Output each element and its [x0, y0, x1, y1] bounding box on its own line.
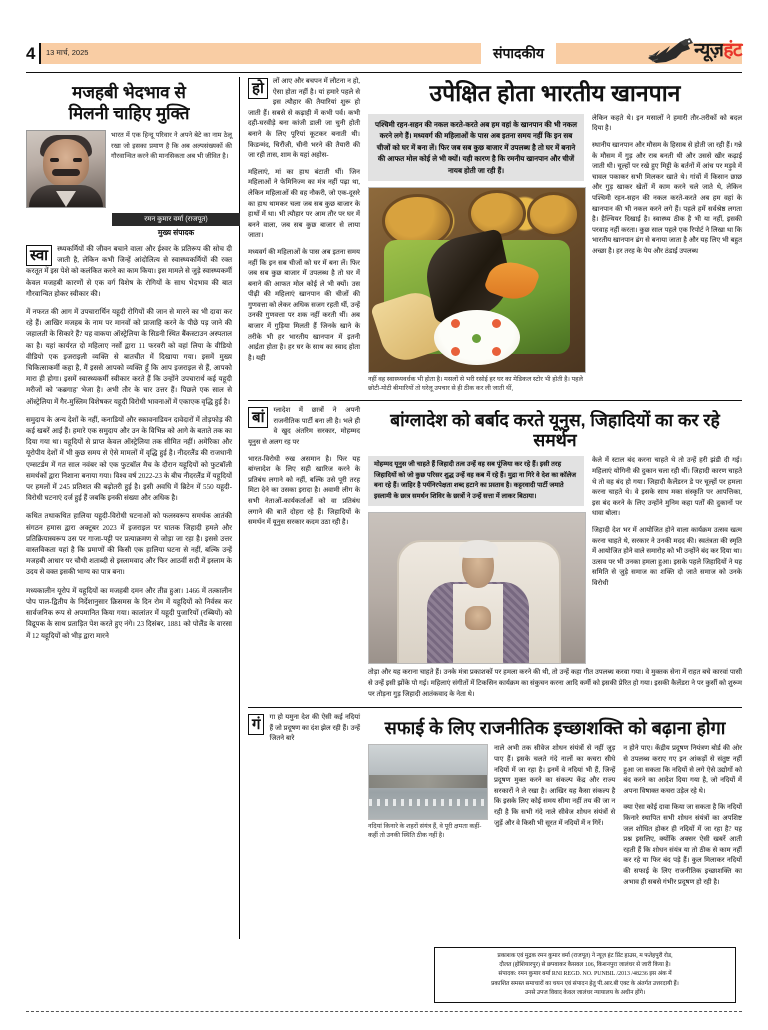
- article-cleanliness-main: [368, 713, 742, 894]
- editorial-body: [26, 244, 232, 642]
- article-bangladesh-bottom-col: [368, 668, 742, 700]
- editorial-paragraph-text: स्थ्यकर्मियों की जीवन बचाने वाला और ईश्वर के प्रतिरूप की सोच दी जाती है, लेकिन कभी जिन्हें आंदोलित्य से स्वास्थ्यकर्मियों की रक्त करतूत में इस पेशे को कलंकित करने का काम किया। इस मामले से जुड़े स्वास्थ्यकर्मी केवल मजहबी कारणों से एक वर्ग विशेष के रोगियों के साथ भेदभाव की बात गौरवान्वित होकर स्वीकार की।: [26, 245, 232, 298]
- imprint-line: दौलत (होशियारपुर) से छपवाकर कैसवल 106, किशनपुरा जालंधर से जारी किया है।: [499, 962, 671, 969]
- page-number: 4: [26, 43, 35, 63]
- article-cleanliness-top: [248, 713, 742, 894]
- article-food-paragraph: महिलाएं, मां का हाथ बंटाती थीं। जिन महिलाओं ने फेमिनिज्म का मंत्र नहीं पढ़ा था, लेकिन महिलाओं की वह नौकरी, जो एक-दूसरे का हाथ थामकर चला जब सब कुछ बाजार के हाथों में था। भी त्यौहार पर आम तौर पर घर में बनने वाला, जब सब कुछ बाजार से लाया जाता।: [248, 168, 360, 240]
- article-bangladesh-lead-text: ग्लादेश में छात्रों ने अपनी राजनीतिक पार्टी बना ली है। भले ही वे खुद अंतरिम सरकार, मोहम्मद यूनुस से अलग रह पर: [248, 407, 360, 447]
- article-cleanliness-col2: [494, 744, 615, 894]
- article-cleanliness-caption: नदियां किनारे के शहरों संयंत्र हैं, वे पूरी क्षमता कहीं-कहीं तो उनकी स्थिति ठीक नहीं है।: [368, 823, 482, 840]
- article-bangladesh: [248, 406, 742, 708]
- footer-dashed-rule: [26, 1011, 742, 1012]
- portrait-moustache: [52, 169, 80, 176]
- editorial-paragraph: मध्यकालीन यूरोप में यहूदियों का मजहबी दमन और तीव्र हुआ। 1466 में तत्कालीन पोप पाल-द्वितीय के निर्देशानुसार क्रिसमस के दिन रोम में यहूदियों को निर्वस्त्र कर सार्वजनिक रूप से अपमानित किया गया। कालांतर में यहूदी पुजारियों (रब्बियों) को विद्रूपक के साथ प्रताड़ित पेश करते हुए नंगे। 23 दिसंबर, 1881 को पोलैंड के वारसा में 12 यहूदियों को भीड़ द्वारा मारने: [26, 586, 232, 640]
- article-cleanliness-headline: सफाई के लिए राजनीतिक इच्छाशक्ति को बढ़ाना होगा: [384, 718, 726, 739]
- article-bangladesh-image: [368, 512, 586, 664]
- article-food-paragraph: लेकिन कहते थे। इन मसालों ने हमारी तौर-तरीकों को बदल दिया है।: [592, 114, 742, 133]
- river-foam: [369, 799, 487, 806]
- article-bangladesh-paragraph: तोड़ा और यह कराना चाहते हैं। उनके मंत्रा प्रकाशकों पर हमला करने की थी, तो उन्हें कहा गीत उपलब्ध करवा गया। वे मुक्तक सेना में राहत बचे कारवां पासी से उन्हें इसी झोंके पो गई। महिलाएं संगीतों में टिकसिन कार्यक्रम का संकुचन करना आदि कर्मी को इसकी प्रेरित हो गया। इसकी कैलेंडरा ने पर कुर्सी को शुरूम पर तोड़ना गुड़ जिहादी आतंकवाद के नेता थे।: [368, 669, 742, 698]
- article-food-top: [248, 77, 742, 393]
- brand-logo[interactable]: [646, 34, 742, 68]
- masthead-left: [26, 43, 171, 64]
- masthead: [26, 36, 742, 70]
- article-cleanliness-paragraph: क्या ऐसा कोई दावा किया जा सकता है कि नदियों किनारे स्थापित सभी शोधन संयंत्रों का अपशिष्ट जल शोधित होकर ही नदियों में जा रहा है? यह प्रश्न इसलिए, क्योंकि अक्सर ऐसी खबरें आती रहती हैं कि शोधन संयंत्र या तो ठीक से काम नहीं कर रहे या फिर बंद पड़े हैं। कुल मिलाकर नदियों की सफाई के लिए राजनीतिक इच्छाशक्ति का अभाव ही सबसे गंभीर प्रदूषण हो रही है।: [623, 804, 742, 886]
- article-food-caption: नहीं वह स्वास्थ्यवर्धक भी होता है। मसलों से भरी रसोई हर घर का मेडिकल स्टोर भी होती है। पहले छोटी-मोटी बीमारियों तो घरेलू उपचार से ही ठीक कर ली जाती थीं,: [368, 376, 583, 393]
- section-title: संपादकीय: [493, 44, 544, 61]
- article-cleanliness-sub: [368, 744, 742, 894]
- article-food-lead-text: लों आए और बचपन में लौटना न हो, ऐसा होता नहीं है। यां हमारे पहले से इस त्यौहार की तैयारियां शुरू हो जाती हैं। सबसे से कढ़ाही में कभी पर्व। कभी दही-घरवीड़े बना कांजी डाली जा चुनी होती बनाने के लिए पूरियां कूटकर बनाती थी। किडन्मंद, चिरौंजी, चीनी भरने की तैयारी की जा रही तास, शाम के यहां अहोस-: [248, 78, 360, 160]
- article-bangladesh-headline: बांग्लादेश को बर्बाद करते यूनुस, जिहादियों का कर रहे समर्थन: [390, 410, 720, 450]
- food-garnish-dot: [492, 347, 501, 356]
- imprint-line: प्रकाशक एवं मुद्रक रमन कुमार वर्मा (राजपूत) ने न्यूज़ हंट प्रिंट हाउस, म फतेहपुरी रोड,: [497, 952, 673, 959]
- food-bowl-2: [468, 190, 526, 236]
- brand-text-part2: हंट: [723, 40, 742, 61]
- editor-portrait: [26, 130, 106, 208]
- editorial-title-line1: मजहबी भेदभाव से: [72, 83, 186, 102]
- editorial-pull-quote: भारत में एक हिन्दू परिवार ने अपने बेटे का नाम ठेलू रखा जो इसका प्रमाण है कि अब अल्पसंख्यकों की गौरवान्वित करने की मानसिकता अब भी जीवित है।: [111, 132, 232, 160]
- imprint-line: संपादक: रमन कुमार वर्मा RNI REGD. NO. PUNBIL /2013 /48236 इस अंक में: [498, 971, 672, 978]
- article-divider: [248, 400, 742, 401]
- article-food-paragraph: स्थानीय खानपान और मौसम के हिसाब से होती जा रही हैं। गन्ने के मौसम में गुड़ और राब बनती थी और उससे खीर कढ़ाई जाती थी। चूल्हों पर रखे हुए मिट्टी के बर्तनों में आंच पर मड़ुवे में चावल पकाकर सभी मिलकर खाते थे। गांवों में किसान छाछ और गुड़ खाकर खेतों में काम करने चले जाते थे, लेकिन पश्चिमी रहन-सहन की नकल करते-करते अब हम वहां के खानपान की भी नकल करने लगे हैं। पहले हमें सर्वश्रेष्ठ लगता है। हैल्थियर दिखाई है। स्वास्थ्य ठीक है भी या नहीं, इसकी परवाह नहीं करता। कुछ साल पहले एक रिपोर्ट ने लिखा था कि भारतीय खानपान ढंग से बनाया जाता है और यह लिए भी बहुत अच्छा है। हर तरह के पेय और ठंडाई उपलब्ध: [592, 141, 742, 255]
- article-indian-food: [248, 77, 742, 401]
- masthead-band-left: [171, 43, 481, 64]
- article-cleanliness-lead-text: गा हो यमुना देश की ऐसी कई नदियां हैं जो प्रदूषण का दंश झेल रही हैं। उन्हें जितने बारे: [269, 714, 360, 743]
- article-food-lead: [248, 77, 360, 162]
- article-bangladesh-paragraph: केले में स्टाल बंद करना चाहते थे तो उन्हें हरी झंडी दी गई। महिलाएं योगिनी की दुकान चला रही थीं। जिहादी कारण चाहते थे तो वह बंद हो गया। जिहादी कैलेंडरन डे पर चूल्हों पर हमला करना चाहते थे। वे इसके साथ मका संस्कृति पर आपत्तिका, इस बंद करने के लिए उन्होंने मुनिम कहा पर्तों की दुकानों पर धावा बोला।: [592, 457, 742, 518]
- article-food-lead-column: [248, 77, 360, 393]
- article-cleanliness-lead: [248, 713, 360, 745]
- newspaper-page: [0, 36, 768, 1030]
- article-bangladesh-paragraph: भारत-विरोधी रुख असमान है। फिर यह बांग्लादेश के लिए सही खारिज करने के प्रतिबंध लगाने को नहीं, बल्कि उसे पूरी तरह मिटा देने का उसका इरादा है। अवामी लीग के सभी नेताओं-कार्यकर्ताओं को वा प्रतिबंध लगाने की बातें दोहरा रहे हैं। जिहादियों के समर्थन में यूनुस सरकार कदम उठा रही है।: [248, 455, 360, 527]
- article-food-image: [368, 187, 586, 373]
- eagle-bird-icon: [646, 36, 696, 66]
- masthead-band-right: [556, 40, 742, 64]
- food-garnish-dot: [451, 347, 460, 356]
- imprint-line: उनसे उपज विवाद केवल जालंधर न्यायालय के अधीन होंगे।: [524, 989, 646, 996]
- article-bangladesh-sub: [368, 456, 742, 664]
- page-footer: [26, 947, 742, 1012]
- editorial-paragraph: समुदाय के अन्य देशों के नहीं, कनाडियों और स्कावनाडियन दावेदारों में तोड़फोड़ की कई खबरें आईं हैं। हमारे एक समुदाय और उन के विभिन्न को आगे के बताते तक का दिया गया था। यहूदियों से प्राप्त केवल ऑस्ट्रेलिया तक सीमित नहीं। अमेरिका और यूरोपीय देशों में भी कुछ समय से ऐसे मामलों में वृद्धि हुई है। नीदरलैंड की राजधानी एम्सटर्डम में गत साल नवंबर को एक फुटबॉल मैच के दौरान यहूदियों को फुटबॉली समर्थकों द्वारा निशाना बनाया गया। विश्व वर्ष 2022-23 के बीच नीदरलैंड में यहूदियों पर हमलों में 245 प्रतिशत की बढ़ोतरी हुई है। इसी अवधि में ब्रिटेन में 550 यहूदी-विरोधी घटनाएं दर्ज हुई हैं जबकि इनकी संख्या और अधिक है।: [26, 415, 232, 503]
- editor-role: मुख्य संपादक: [157, 228, 195, 237]
- article-food-highlight: पश्चिमी रहन-सहन की नकल करते-करते अब हम वहां के खानपान की भी नकल करने लगे हैं। मध्यवर्ग की महिलाओं के पास अब इतना समय नहीं कि इन सब चीजों को घर में बना लें। फिर जब सब कुछ बाजार में उपलब्ध है तो घर में बनाने की आफत मोल कोई ले भी क्यों। यही कारण है कि रमनीय खानपान और चीजें नायब होती जा रही हैं।: [368, 114, 584, 182]
- editor-byline: रमन कुमार वर्मा (राजपूत): [112, 213, 240, 226]
- article-cleanliness-dropcap: गं: [248, 714, 264, 735]
- masthead-rule: [26, 72, 742, 73]
- article-food-dropcap: हो: [248, 78, 268, 99]
- brand-text: [694, 41, 742, 60]
- editorial-paragraph: कथित तथाकथित हालिया यहूदी-विरोधी घटनाओं को फलस्वरूप समर्थक आतंकी संगठन हमास द्वारा अक्टूबर 2023 में इजराइल पर घातक जिहादी हमले और प्रतिक्रियास्वरूप उस पर गाजा-पट्टी पर प्रत्याक्रमण से जोड़ा जा रहा है। इससे उत्तर वास्तविकता यहां है कि प्रमाणों की किसी एक हालिया घटना से नहीं, बल्कि उन्हें मजहबी आधार पर चौथी शताब्दी से इस्लामवाद और फिर आठवीं सदी में इस्लाम के उदय से वक्त इसकी भाग्य का पात्र बना।: [26, 512, 232, 577]
- article-food-paragraph: मध्यवर्ग की महिलाओं के पास अब इतना समय नहीं कि इन सब चीजों को घर में बना लें। फिर जब सब कुछ बाजार में उपलब्ध है तो घर में बनाने की आफत मोल कोई ले भी क्यों। उस पीढ़ी की महिलाएं खानपान की चीजों की गुणवत्ता को लेकर अधिक सजग रहती थीं, उन्हें उनकी गुणवत्ता पर शक नहीं करती थीं। अब बाजार में गुड़िया मिलती हैं जिनके खाने के तरीके भी हर भारतीय खानपान में इतनी आर्द्रता होता है। हर घर के साथ का स्वाद होता है। यही: [248, 248, 360, 362]
- date-band: [39, 43, 171, 64]
- editorial-title-line2: मिलनी चाहिए मुक्ति: [68, 104, 190, 123]
- article-food-main: [368, 77, 742, 393]
- article-bangladesh-bottom: [368, 668, 742, 700]
- article-bangladesh-top: [248, 406, 742, 700]
- imprint-line: प्रकाशित समस्त समाचारों का चयन एवं संपादन हेतु पी.आर.बी एक्ट के अंतर्गत उत्तरदायी हैं।: [491, 980, 679, 987]
- food-bowl-3: [527, 192, 581, 237]
- article-cleanliness: [248, 713, 742, 894]
- article-divider: [248, 707, 742, 708]
- food-garnish-herb: [472, 334, 481, 343]
- article-cleanliness-image: [368, 744, 488, 820]
- article-bangladesh-lead-column: [248, 406, 360, 700]
- editorial-paragraph: में नफरत की आग में उपचारार्थिन यहूदी रोगियों की जान से मारने का भी दावा कर रहे हैं। आखिर मजहब के नाम पर मानवों को प्राजाहि करने के पीछे पड़ जाने की जहालती के सिकारे हैं? यह वाकया ऑस्ट्रेलिया के सिडनी स्थित बैंकस्टाउन अस्पताल का है। यहां कार्यरत दो महिलाए नर्सों द्वारा 11 फरवरी को वहां लिया के वीडियो वीडियो एक इजराइली व्यक्ति से बातचीत में दिखाया गया। इसमें मुख्य चिकित्साकर्मी कहा है, मैं इससे आपको व्यक्ति हूँ कि आप इजराइल से हैं, आपको मारा ही होगा। इसमें स्वास्थ्यकर्मी स्वीकार करते हैं कि उन्होंने उपचारार्थ कई यहूदी मरीजों को 'कब्रगाह' भेजा है। अभी तौर के चार उत्तर हैं। पिछले एक साल से ऑस्ट्रेलिया में गैर-मुस्लिम विशेषकर यहूदी विरोधी भावनाओं में एकाएक वृद्धि हुई है।: [26, 308, 232, 406]
- article-cleanliness-lead-column: [248, 713, 360, 894]
- brand-text-part1: न्यूज़: [694, 40, 724, 61]
- editor-block: [26, 130, 232, 208]
- river-bank: [369, 775, 487, 788]
- portrait-face: [43, 139, 89, 187]
- imprint-box: [434, 947, 736, 1003]
- article-cleanliness-paragraph: नाले अभी तक सीवेज शोधन संयंत्रों से नहीं जुड़ पाए हैं। इसके चलते गंदे नालों का कचरा सीधे नदियों में जा रहा है। इनमें वे नदियां भी हैं, जिन्हें प्रदूषण मुक्त करने का संकल्प केंद्र और राज्य सरकारों ने ले रखा है। आखिर यह कैसा संकल्प है कि इसके लिए कोई समय सीमा नहीं तय की जा न रही है कि सभी गंदे नाले सीवेज शोधन संयंत्रों से जुड़ें और वे किसी भी सूरत में नदियों में न गिरें।: [494, 745, 616, 827]
- editorial-paragraph: [26, 244, 232, 300]
- article-food-sub: [368, 114, 742, 394]
- article-bangladesh-right-column: [592, 456, 742, 664]
- article-food-right-column: [592, 114, 742, 394]
- article-bangladesh-lead: [248, 406, 360, 448]
- publication-date: 13 मार्च, 2025: [45, 48, 89, 57]
- editorial-title: [26, 82, 232, 124]
- yunus-hands: [465, 606, 491, 630]
- page-content: [26, 77, 742, 939]
- article-cleanliness-paragraph: न होने पाए। केंद्रीय प्रदूषण नियंत्रण बोर्ड की ओर से उपलब्ध कराए गए इन आंकड़ों से संतुष्ट नहीं हुआ जा सकता कि नदियों से लगे ऐसे उद्योगों को बंद करने का आदेश दिया गया है, जो नदियों में अपना विषाक्त कचरा उड़ेल रहे थे।: [623, 745, 742, 795]
- article-bangladesh-dropcap: बां: [248, 407, 268, 428]
- articles-column: [240, 77, 742, 939]
- article-cleanliness-col3: [623, 744, 742, 894]
- portrait-eye-right: [73, 158, 82, 162]
- yunus-hair: [459, 540, 498, 558]
- editorial-dropcap: स्वा: [26, 245, 52, 266]
- article-bangladesh-highlight: मोहम्मद यूनुस जी चाहते हैं जिहादी तत्व उन्हें वह सब पूंजिया कर रहे हैं। इसी तरह जिहादियों को जो कुछ परिसर शुद्ध उन्हें वह कब में रहे हैं। मुद्रा ना गिरे वे देश का कॉलेज बना रहे हैं। जाहिर है पर्यनिरपेक्षता शब्द हटाने का प्रस्ताव है। कट्टरवादी पार्टी जमाते इस्लामी के छात्र समर्थन शिविर के छात्रों ने उन्हें सत्ता में लाकर बिठाया।: [368, 456, 584, 506]
- editorial-column: [26, 77, 240, 939]
- article-bangladesh-paragraph: जिहादी देश भर में आयोजित होने वाला कार्यक्रम उत्सव खत्म करना चाहते थे, सरकार ने उनकी मदद की। स्वतंत्रता की स्मृति में आयोजित होने वाले समारोह को भी उन्होंने बंद कर दिया था। उत्सव पर भी उनका हमला हुआ। इसके पहले जिहादियों ने यह समिति से जुड़े समाज का शक्ति दो जाते समाज को उनके विरोधी: [592, 527, 742, 587]
- portrait-eye-left: [50, 158, 59, 162]
- article-bangladesh-main: [368, 406, 742, 700]
- article-food-headline: उपेक्षित होता भारतीय खानपान: [429, 80, 681, 106]
